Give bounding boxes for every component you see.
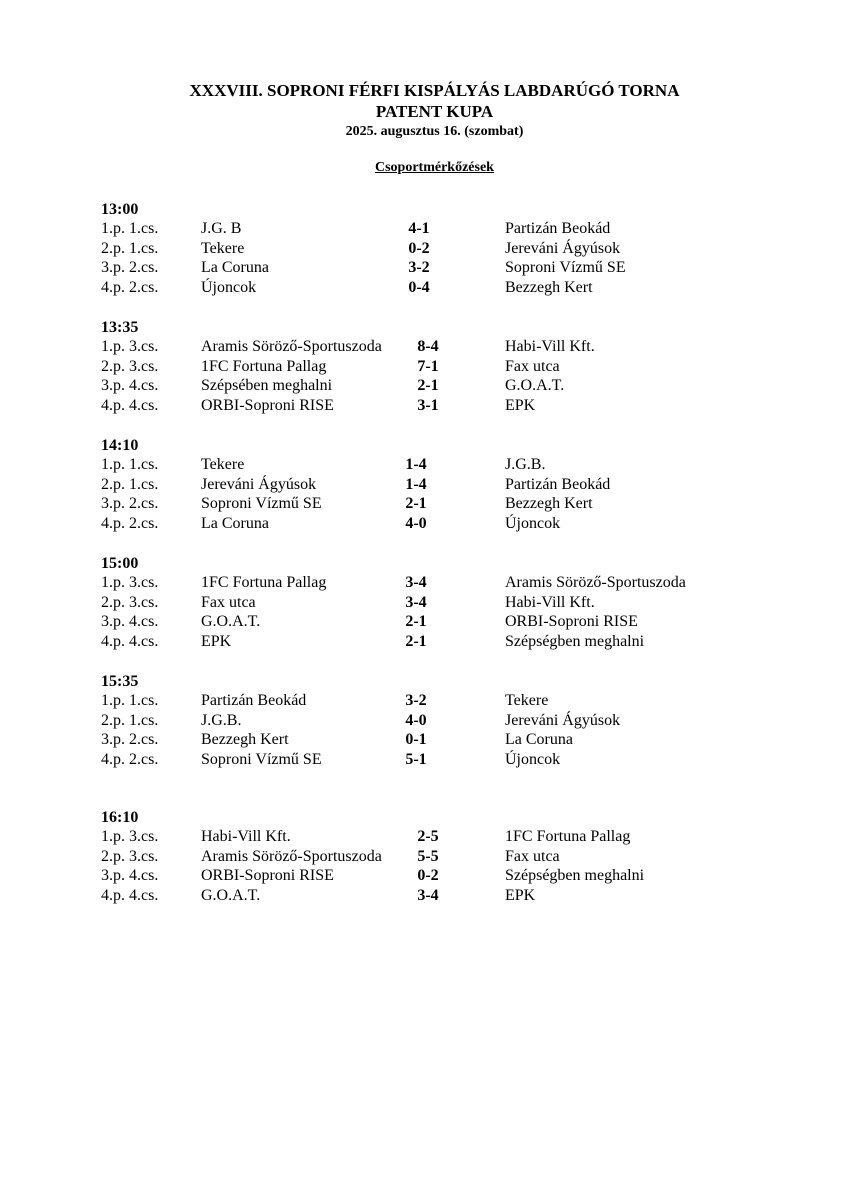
match-score: 1-4 <box>405 456 427 473</box>
home-team: Partizán Beokád <box>201 692 307 709</box>
match-score: 0-2 <box>417 867 439 885</box>
away-team: Fax utca <box>505 847 560 865</box>
field-label: 4.p. 2.cs. <box>101 515 159 533</box>
away-team: J.G.B. <box>505 456 546 473</box>
home-team: J.G. B <box>201 220 242 237</box>
match-row <box>0 494 849 514</box>
match-row <box>0 827 849 847</box>
away-team: La Coruna <box>505 731 573 749</box>
away-team: Bezzegh Kert <box>505 279 593 297</box>
match-score: 5-5 <box>417 847 439 865</box>
field-label: 4.p. 4.cs. <box>101 397 159 415</box>
match-row <box>0 219 849 239</box>
home-team: Fax utca <box>201 593 256 611</box>
tournament-title: XXXVIII. SOPRONI FÉRFI KISPÁLYÁS LABDARÚGÓ TORNA <box>189 81 680 100</box>
match-score: 4-0 <box>405 711 427 729</box>
away-team: Újoncok <box>505 751 561 769</box>
match-score: 3-4 <box>405 593 427 611</box>
match-row <box>0 612 849 632</box>
home-team: EPK <box>201 633 232 651</box>
cup-name: PATENT KUPA <box>375 102 494 121</box>
match-score: 1-4 <box>405 475 427 493</box>
field-label: 1.p. 1.cs. <box>101 692 159 709</box>
home-team: La Coruna <box>201 259 269 277</box>
field-label: 2.p. 3.cs. <box>101 357 159 375</box>
match-score: 2-1 <box>417 377 439 395</box>
time-heading: 13:00 <box>101 201 139 218</box>
field-label: 3.p. 4.cs. <box>101 867 159 885</box>
match-score: 0-2 <box>408 239 430 257</box>
home-team: G.O.A.T. <box>201 613 261 631</box>
away-team: Partizán Beokád <box>505 220 611 237</box>
match-row <box>0 258 849 278</box>
away-team: Szépségben meghalni <box>505 867 645 885</box>
away-team: Aramis Söröző-Sportuszoda <box>505 574 686 591</box>
home-team: Újoncok <box>201 279 257 297</box>
match-score: 8-4 <box>417 338 439 355</box>
match-row <box>0 691 849 711</box>
away-team: Fax utca <box>505 357 560 375</box>
match-row <box>0 711 849 731</box>
away-team: Bezzegh Kert <box>505 495 593 513</box>
home-team: 1FC Fortuna Pallag <box>201 357 327 375</box>
match-score: 4-0 <box>405 515 427 533</box>
home-team: Soproni Vízmű SE <box>201 751 322 769</box>
time-heading: 15:00 <box>101 555 139 572</box>
match-row <box>0 357 849 377</box>
match-score: 3-4 <box>417 887 439 905</box>
match-row <box>0 239 849 259</box>
home-team: ORBI-Soproni RISE <box>201 867 334 885</box>
match-row <box>0 455 849 475</box>
match-row <box>0 593 849 613</box>
home-team: Szépsében meghalni <box>201 377 333 395</box>
field-label: 2.p. 1.cs. <box>101 239 159 257</box>
field-label: 3.p. 2.cs. <box>101 731 159 749</box>
home-team: Aramis Söröző-Sportuszoda <box>201 847 382 865</box>
match-row <box>0 847 849 867</box>
match-score: 0-1 <box>405 731 427 749</box>
field-label: 1.p. 1.cs. <box>101 220 159 237</box>
field-label: 2.p. 3.cs. <box>101 847 159 865</box>
time-heading: 13:35 <box>101 319 139 336</box>
away-team: Jereváni Ágyúsok <box>505 711 621 729</box>
field-label: 3.p. 2.cs. <box>101 495 159 513</box>
match-row <box>0 514 849 534</box>
field-label: 4.p. 2.cs. <box>101 751 159 769</box>
field-label: 3.p. 4.cs. <box>101 613 159 631</box>
field-label: 1.p. 3.cs. <box>101 338 159 355</box>
match-score: 3-2 <box>405 692 427 709</box>
home-team: ORBI-Soproni RISE <box>201 397 334 415</box>
match-score: 2-1 <box>405 495 427 513</box>
time-heading: 15:35 <box>101 673 139 690</box>
match-row <box>0 396 849 416</box>
home-team: Tekere <box>201 239 245 257</box>
field-label: 4.p. 4.cs. <box>101 887 159 905</box>
home-team: Tekere <box>201 456 245 473</box>
match-score: 7-1 <box>417 357 439 375</box>
match-row <box>0 278 849 298</box>
field-label: 1.p. 1.cs. <box>101 456 159 473</box>
away-team: Újoncok <box>505 515 561 533</box>
field-label: 1.p. 3.cs. <box>101 828 159 845</box>
match-score: 3-2 <box>408 259 430 277</box>
home-team: G.O.A.T. <box>201 887 261 905</box>
time-heading: 16:10 <box>101 809 139 826</box>
away-team: Partizán Beokád <box>505 475 611 493</box>
match-score: 0-4 <box>408 279 430 297</box>
match-score: 4-1 <box>408 220 430 237</box>
match-row <box>0 730 849 750</box>
away-team: Szépségben meghalni <box>505 633 645 651</box>
match-score: 2-1 <box>405 613 427 631</box>
section-heading: Csoportmérkőzések <box>375 160 494 175</box>
match-score: 2-1 <box>405 633 427 651</box>
away-team: Habi-Vill Kft. <box>505 593 595 611</box>
field-label: 2.p. 1.cs. <box>101 711 159 729</box>
home-team: Jereváni Ágyúsok <box>201 475 317 493</box>
time-heading: 14:10 <box>101 437 139 454</box>
match-row <box>0 337 849 357</box>
home-team: La Coruna <box>201 515 269 533</box>
field-label: 3.p. 2.cs. <box>101 259 159 277</box>
field-label: 4.p. 4.cs. <box>101 633 159 651</box>
home-team: J.G.B. <box>201 711 242 729</box>
away-team: Tekere <box>505 692 549 709</box>
away-team: EPK <box>505 397 536 415</box>
match-score: 3-4 <box>405 574 427 591</box>
away-team: ORBI-Soproni RISE <box>505 613 638 631</box>
match-score: 2-5 <box>417 828 439 845</box>
match-row <box>0 573 849 593</box>
match-score: 5-1 <box>405 751 427 769</box>
event-date: 2025. augusztus 16. (szombat) <box>345 124 524 139</box>
away-team: G.O.A.T. <box>505 377 565 395</box>
field-label: 3.p. 4.cs. <box>101 377 159 395</box>
match-row <box>0 475 849 495</box>
away-team: Soproni Vízmű SE <box>505 259 626 277</box>
field-label: 2.p. 3.cs. <box>101 593 159 611</box>
home-team: Aramis Söröző-Sportuszoda <box>201 338 382 355</box>
field-label: 1.p. 3.cs. <box>101 574 159 591</box>
home-team: Habi-Vill Kft. <box>201 828 291 845</box>
match-row <box>0 376 849 396</box>
match-row <box>0 632 849 652</box>
field-label: 4.p. 2.cs. <box>101 279 159 297</box>
away-team: 1FC Fortuna Pallag <box>505 828 631 845</box>
away-team: EPK <box>505 887 536 905</box>
match-row <box>0 750 849 770</box>
home-team: Bezzegh Kert <box>201 731 289 749</box>
away-team: Habi-Vill Kft. <box>505 338 595 355</box>
home-team: Soproni Vízmű SE <box>201 495 322 513</box>
match-score: 3-1 <box>417 397 439 415</box>
home-team: 1FC Fortuna Pallag <box>201 574 327 591</box>
match-row <box>0 866 849 886</box>
match-row <box>0 886 849 906</box>
away-team: Jereváni Ágyúsok <box>505 239 621 257</box>
field-label: 2.p. 1.cs. <box>101 475 159 493</box>
